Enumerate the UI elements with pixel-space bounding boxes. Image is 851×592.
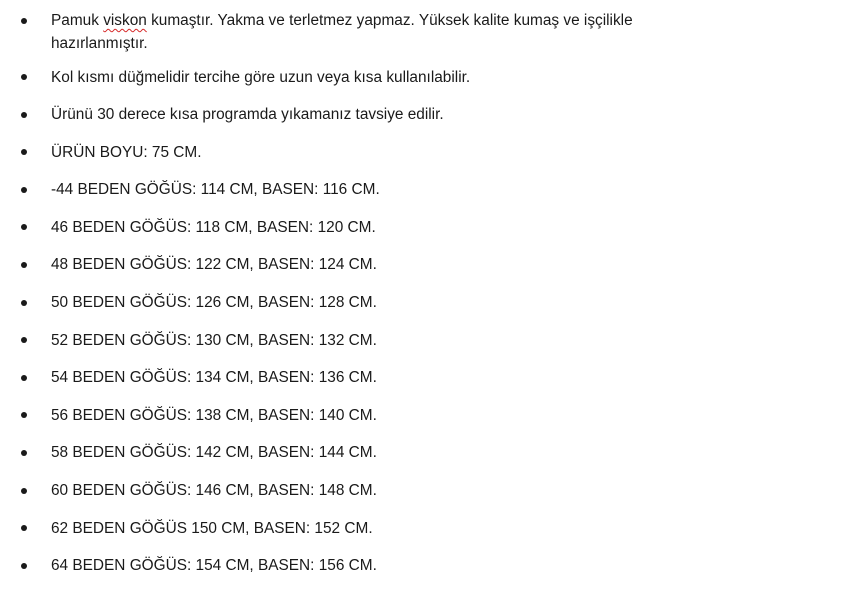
item-text: 58 BEDEN GÖĞÜS: 142 CM, BASEN: 144 CM. [51, 444, 377, 462]
bullet-icon [21, 262, 27, 268]
bullet-icon [21, 74, 27, 80]
item-text: 60 BEDEN GÖĞÜS: 146 CM, BASEN: 148 CM. [51, 482, 377, 500]
bullet-icon [21, 300, 27, 306]
bullet-icon [21, 337, 27, 343]
bullet-icon [21, 187, 27, 193]
list-item [0, 517, 851, 540]
list-item [0, 554, 851, 577]
list-item [0, 216, 851, 239]
item-text: 62 BEDEN GÖĞÜS 150 CM, BASEN: 152 CM. [51, 519, 373, 537]
item-text: Ürünü 30 derece kısa programda yıkamanız tavsiye edilir. [51, 106, 444, 124]
item-text: -44 BEDEN GÖĞÜS: 114 CM, BASEN: 116 CM. [51, 181, 380, 199]
item-text: 56 BEDEN GÖĞÜS: 138 CM, BASEN: 140 CM. [51, 406, 377, 424]
item-text: ÜRÜN BOYU: 75 CM. [51, 143, 202, 161]
item-text: 64 BEDEN GÖĞÜS: 154 CM, BASEN: 156 CM. [51, 557, 377, 575]
list-item [0, 441, 851, 464]
bullet-icon [21, 375, 27, 381]
bullet-icon [21, 525, 27, 531]
bullet-icon [21, 412, 27, 418]
list-item [0, 366, 851, 389]
list-item [0, 404, 851, 427]
bullet-icon [21, 149, 27, 155]
list-item [0, 329, 851, 352]
list-item [0, 9, 851, 55]
bullet-icon [21, 563, 27, 569]
list-item [0, 103, 851, 126]
list-item [0, 291, 851, 314]
list-item [0, 141, 851, 164]
list-item [0, 479, 851, 502]
list-item [0, 66, 851, 89]
bullet-icon [21, 112, 27, 118]
item-text: 46 BEDEN GÖĞÜS: 118 CM, BASEN: 120 CM. [51, 218, 376, 236]
list-item [0, 178, 851, 201]
bullet-list [0, 9, 851, 592]
bullet-icon [21, 18, 27, 24]
item-text-prefix: Pamuk [51, 12, 104, 29]
bullet-icon [21, 450, 27, 456]
item-text: 52 BEDEN GÖĞÜS: 130 CM, BASEN: 132 CM. [51, 331, 377, 349]
bullet-icon [21, 488, 27, 494]
item-text: 54 BEDEN GÖĞÜS: 134 CM, BASEN: 136 CM. [51, 369, 377, 387]
item-text-suffix: kumaştır. Yakma ve terletmez yapmaz. Yüksek kalite kumaş ve işçilikle hazırlanmıştır. [51, 12, 633, 52]
spellcheck-flagged-word[interactable]: viskon [103, 12, 147, 29]
item-text: 48 BEDEN GÖĞÜS: 122 CM, BASEN: 124 CM. [51, 256, 377, 274]
item-text: 50 BEDEN GÖĞÜS: 126 CM, BASEN: 128 CM. [51, 294, 377, 312]
item-text: Kol kısmı düğmelidir tercihe göre uzun veya kısa kullanılabilir. [51, 68, 471, 86]
list-item [0, 253, 851, 276]
bullet-icon [21, 224, 27, 230]
